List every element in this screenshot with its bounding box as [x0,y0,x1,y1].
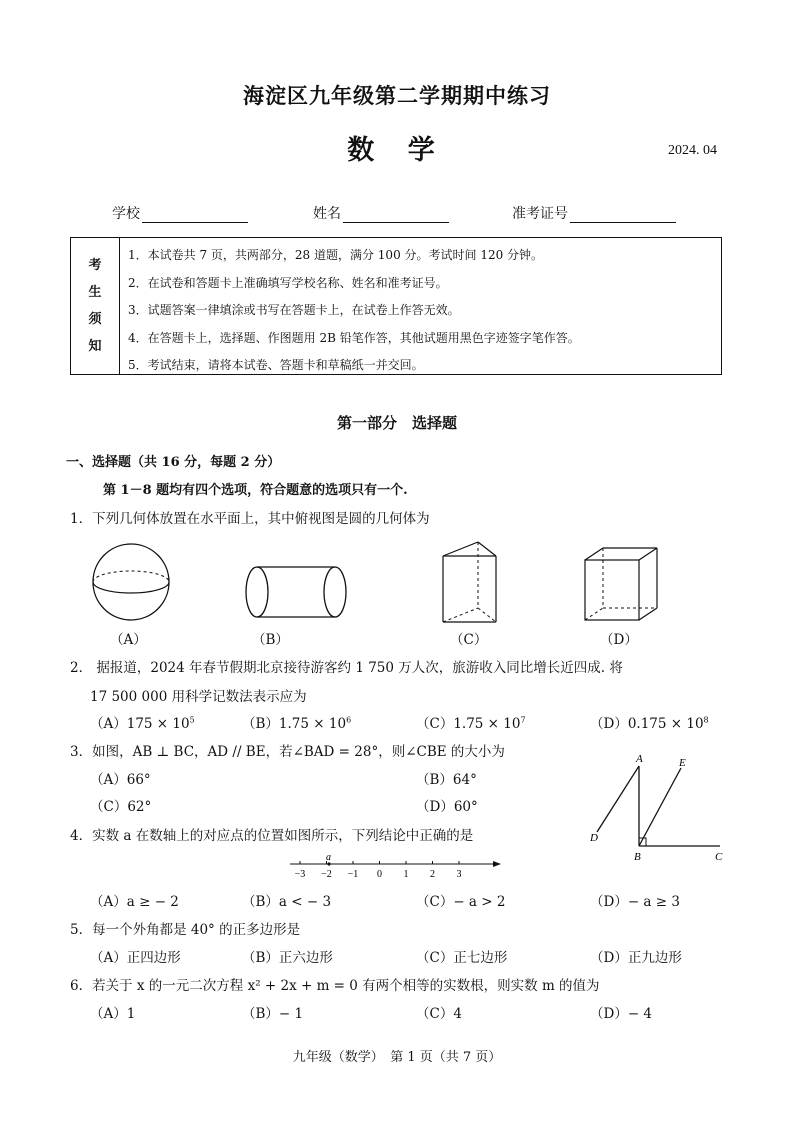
q6-option-d[interactable]: （D）− 4 [590,1006,653,1022]
q4-option-d[interactable]: （D）− a ≥ 3 [590,894,680,910]
section-title: 第一部分 选择题 [336,414,457,432]
q2-option-c[interactable]: $(C)1.75 \times 10^7$ [416,715,526,732]
q6-option-a[interactable]: （A）1 [90,1006,136,1022]
subject-title: 数 学 [347,135,447,166]
q3-stem: 3．如图，AB ⊥ BC，AD // BE，若∠BAD = 28°，则∠CBE 的大小为 [70,744,505,760]
point-e-label: E [679,757,686,769]
q1-option-b[interactable]: （B） [252,632,289,648]
q2-stem-line2: 17 500 000 用科学记数法表示应为 [90,689,307,705]
q2-option-b[interactable]: $(B)1.75 \times 10^6$ [242,715,352,732]
q4-option-a[interactable]: （A）a ≥ − 2 [90,894,179,910]
section-heading: 一、选择题（共 16 分，每题 2 分） [66,455,281,470]
name-field [313,203,449,223]
notice-head [71,238,120,374]
q3-option-b[interactable]: （B）64° [416,772,477,788]
notice-body [120,238,721,374]
page-footer: 九年级（数学） 第 1 页（共 7 页） [292,1050,502,1065]
sphere-figure [93,544,169,620]
number-line [285,850,510,882]
notice-head-char: 考 [88,258,102,273]
q2-stem-line1: 2． 据报道，2024 年春节假期北京接待游客约 1 750 万人次，旅游收入同比增长近四成. 将 [70,660,623,676]
section-intro: 第 1－8 题均有四个选项，符合题意的选项只有一个. [103,483,408,498]
cylinder-figure [241,566,346,618]
name-label: 姓名 [313,206,341,222]
q4-option-b[interactable]: （B）a < − 3 [242,894,332,910]
notice-item: 4．在答题卡上，选择题、作图题用 2B 铅笔作答，其他试题用黑色字迹签字笔作答。 [128,330,580,345]
school-field [112,203,248,223]
id-label: 准考证号 [512,206,568,222]
school-label: 学校 [112,206,140,222]
point-a-axis-label: a [326,852,331,863]
q5-option-c[interactable]: （C）正七边形 [416,950,508,966]
q5-option-a[interactable]: （A）正四边形 [90,950,181,966]
q3-option-d[interactable]: （D）60° [416,799,478,815]
exam-date: 2024. 04 [668,143,717,158]
notice-head-char: 知 [88,339,102,354]
axis-tick-label: 3 [456,869,462,880]
q5-option-b[interactable]: （B）正六边形 [242,950,333,966]
notice-head-char: 生 [88,285,102,300]
q3-option-a[interactable]: （A）66° [90,772,151,788]
q4-option-c[interactable]: （C）− a > 2 [416,894,506,910]
id-blank[interactable] [570,208,676,223]
prism-figure [443,542,496,622]
q5-option-d[interactable]: （D）正九边形 [590,950,682,966]
q2-option-d[interactable]: $(D)0.175 \times 10^8$ [590,715,709,732]
exam-title: 海淀区九年级第二学期期中练习 [243,83,551,108]
school-blank[interactable] [142,208,248,223]
q4-stem: 4．实数 a 在数轴上的对应点的位置如图所示，下列结论中正确的是 [70,828,474,844]
axis-tick-label: 0 [377,869,382,880]
notice-item: 1．本试卷共 7 页，共两部分，28 道题，满分 100 分。考试时间 120 分钟。 [128,248,544,262]
q3-option-c[interactable]: （C）62° [90,799,152,815]
q6-option-b[interactable]: （B）− 1 [242,1006,304,1022]
name-blank[interactable] [343,208,449,223]
q1-stem: 1．下列几何体放置在水平面上，其中俯视图是圆的几何体为 [70,511,430,527]
point-a-label: A [636,753,643,765]
notice-item: 3．试题答案一律填涂或书写在答题卡上，在试卷上作答无效。 [128,303,460,317]
notice-head-char: 须 [88,312,102,327]
axis-tick-label: −2 [321,869,332,880]
id-field [512,203,676,223]
point-d-label: D [590,832,598,844]
q2-option-a[interactable]: $(A)175 \times 10^5$ [90,715,195,732]
q6-option-c[interactable]: （C）4 [416,1006,462,1022]
axis-tick-label: −3 [294,869,306,880]
q1-option-a[interactable]: （A） [110,632,147,648]
notice-item: 2．在试卷和答题卡上准确填写学校名称、姓名和准考证号。 [128,275,448,290]
q1-option-d[interactable]: （D） [600,632,638,648]
q6-stem: 6．若关于 x 的一元二次方程 x² + 2x + m = 0 有两个相等的实数根，则实数 m 的值为 [70,978,600,994]
q1-figures [0,540,794,630]
notice-item: 5．考试结束，请将本试卷、答题卡和草稿纸一并交回。 [128,358,424,372]
q1-option-c[interactable]: （C） [450,632,488,648]
notice-box [70,237,722,375]
cube-figure [585,548,657,620]
point-c-label: C [715,851,723,863]
axis-tick-label: 2 [430,869,435,880]
q5-stem: 5．每一个外角都是 40° 的正多边形是 [70,922,301,938]
axis-tick-label: −1 [347,869,359,880]
point-b-label: B [634,851,641,863]
q3-figure [585,748,735,868]
axis-tick-label: 1 [403,869,409,880]
